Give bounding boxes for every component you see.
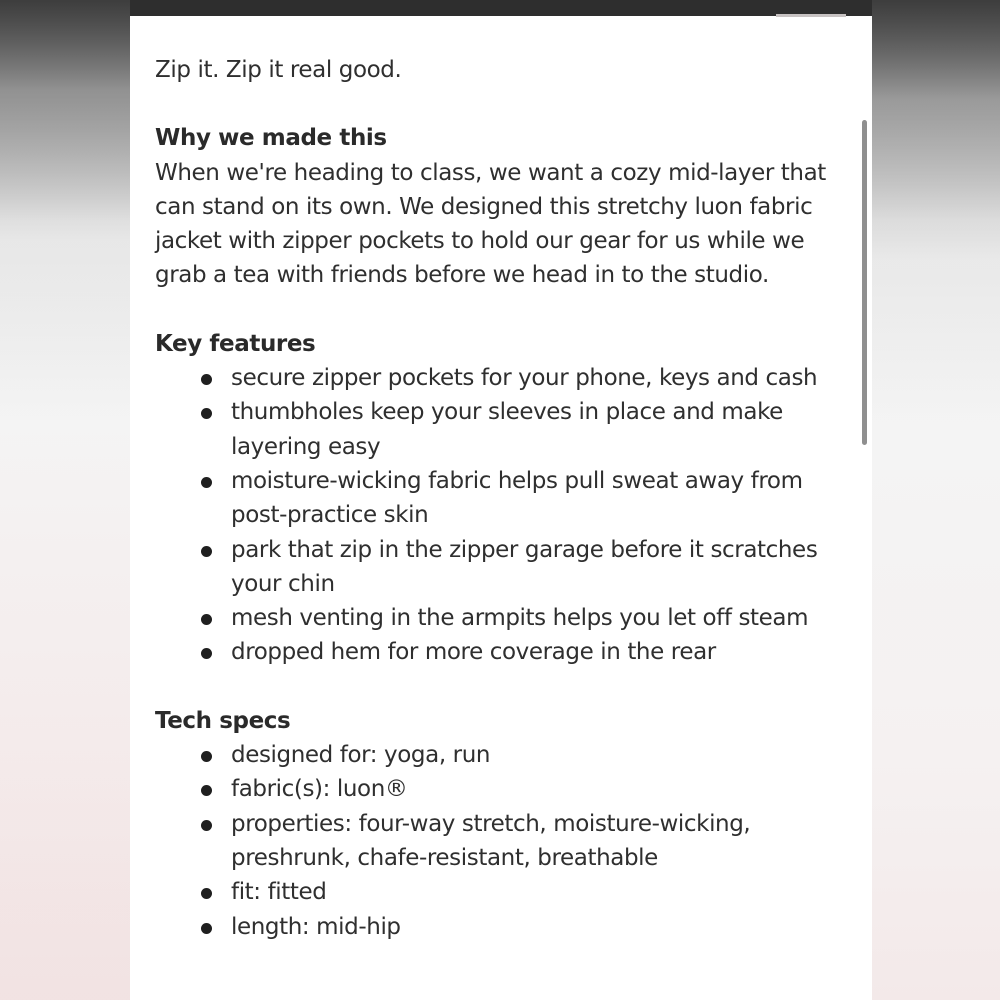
feature-item bbox=[231, 601, 835, 635]
feature-line: secure zipper pockets for your phone, keys and cash bbox=[231, 365, 818, 392]
spec-item bbox=[231, 807, 835, 876]
background-left bbox=[0, 0, 130, 1000]
feature-item bbox=[231, 395, 835, 464]
scrollbar-thumb[interactable] bbox=[862, 120, 867, 445]
spec-item bbox=[231, 738, 835, 772]
top-bar bbox=[130, 0, 872, 16]
feature-item bbox=[231, 464, 835, 533]
intro-text: Zip it. Zip it real good. bbox=[155, 57, 402, 83]
specs-list bbox=[155, 738, 835, 944]
feature-line: dropped hem for more coverage in the rear bbox=[231, 639, 716, 666]
why-line: can stand on its own. We designed this stretchy luon fabric bbox=[155, 193, 813, 220]
feature-item bbox=[231, 635, 835, 669]
features-list bbox=[155, 361, 835, 670]
spec-item bbox=[231, 875, 835, 909]
product-description bbox=[155, 53, 835, 944]
spec-line: fit: fitted bbox=[231, 879, 327, 906]
spec-line: length: mid-hip bbox=[231, 913, 401, 940]
feature-line: park that zip in the zipper garage before it scratches bbox=[231, 536, 818, 563]
features-heading: Key features bbox=[155, 330, 316, 357]
spacer bbox=[155, 87, 835, 121]
feature-item bbox=[231, 533, 835, 602]
feature-line: moisture-wicking fabric helps pull sweat away from bbox=[231, 467, 803, 494]
spacer bbox=[155, 293, 835, 327]
feature-line: your chin bbox=[231, 570, 335, 597]
why-heading: Why we made this bbox=[155, 125, 387, 152]
feature-line: post-practice skin bbox=[231, 502, 429, 529]
specs-heading: Tech specs bbox=[155, 707, 291, 734]
spacer bbox=[155, 670, 835, 704]
why-line: jacket with zipper pockets to hold our gear for us while we bbox=[155, 228, 805, 255]
background-right bbox=[870, 0, 1000, 1000]
feature-line: mesh venting in the armpits helps you let off steam bbox=[231, 605, 809, 632]
spec-line: preshrunk, chafe-resistant, breathable bbox=[231, 844, 658, 871]
why-line: When we're heading to class, we want a cozy mid-layer that bbox=[155, 159, 826, 186]
spec-line: designed for: yoga, run bbox=[231, 742, 491, 769]
top-bar-accent bbox=[776, 14, 846, 17]
feature-line: layering easy bbox=[231, 433, 381, 460]
scrollbar[interactable] bbox=[862, 120, 867, 445]
description-panel bbox=[130, 0, 872, 1000]
feature-item bbox=[231, 361, 835, 395]
spec-item bbox=[231, 910, 835, 944]
spec-item bbox=[231, 772, 835, 806]
feature-line: thumbholes keep your sleeves in place and make bbox=[231, 399, 783, 426]
spec-line: fabric(s): luon® bbox=[231, 776, 408, 803]
why-line: grab a tea with friends before we head in to the studio. bbox=[155, 262, 769, 289]
spec-line: properties: four-way stretch, moisture-wicking, bbox=[231, 810, 751, 837]
